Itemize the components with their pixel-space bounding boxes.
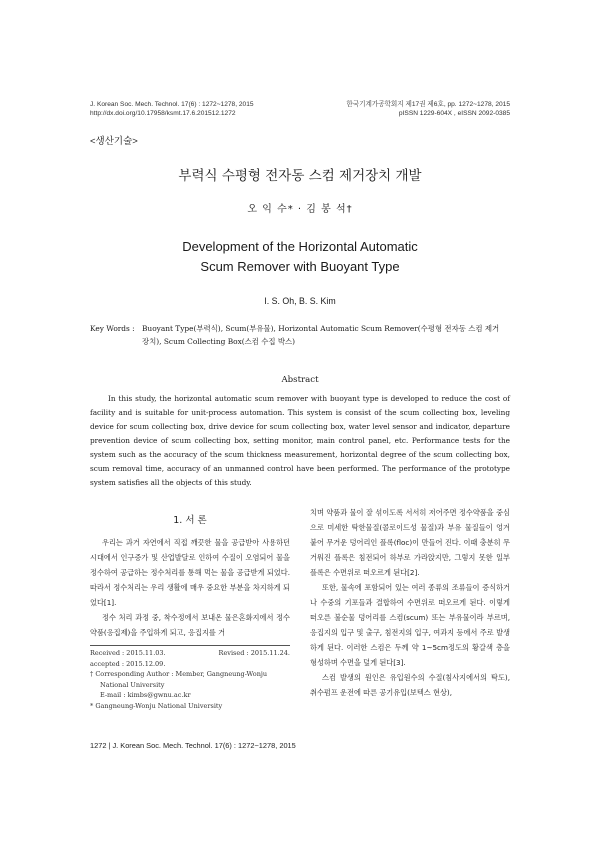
title-korean: 부력식 수평형 전자동 스컴 제거장치 개발 bbox=[178, 168, 422, 184]
section-heading-introduction: 1. 서 론 bbox=[173, 515, 207, 526]
issn-line: pISSN 1229-604X , eISSN 2092-0385 bbox=[398, 110, 510, 117]
title-english-line: Scum Remover with Buoyant Type bbox=[200, 259, 400, 274]
intro-right-column bbox=[310, 505, 510, 700]
abstract-heading: Abstract bbox=[281, 375, 319, 385]
article-category: <생산기술> bbox=[90, 136, 138, 147]
keywords-line: 장치), Scum Collecting Box(스컴 수집 박스) bbox=[142, 337, 296, 346]
keywords-line: Buoyant Type(부력식), Scum(부유물), Horizontal Automatic Scum Remover(수평형 전자동 스컴 제거 bbox=[142, 324, 500, 333]
received-date: Received : 2015.11.03. bbox=[90, 649, 166, 657]
keywords-label: Key Words : bbox=[90, 324, 135, 333]
co-author-affiliation: * Gangneung-Wonju National University bbox=[90, 701, 223, 710]
keywords bbox=[90, 322, 515, 348]
doi-link[interactable]: http://dx.doi.org/10.17958/ksmt.17.6.201512.1272 bbox=[90, 110, 236, 117]
corresponding-author-affil: National University bbox=[100, 680, 165, 689]
paragraph: 우리는 과거 자연에서 직접 깨끗한 물을 공급받아 사용하던 시대에서 인구증가 및 산업발달로 인하여 수질이 오염되어 물을 정수하여 공급하는 정수처리를 통해 먹는 물을 공급받게 되었다. 따라서 정수처리는 우리 생활에 매우 중요한 부분을 차지하게 되었다[1]. bbox=[90, 538, 290, 607]
authors-korean: 오 익 수* · 김 봉 석† bbox=[247, 204, 353, 215]
corresponding-author: † Corresponding Author : Member, Gangneung-Wonju bbox=[90, 670, 268, 678]
journal-citation bbox=[90, 100, 254, 118]
footnotes bbox=[90, 648, 290, 711]
journal-info-ko bbox=[346, 100, 510, 118]
title-english bbox=[0, 237, 600, 277]
author-email[interactable]: E-mail : kimbs@gwnu.ac.kr bbox=[100, 691, 191, 699]
paragraph: 치며 약품과 물이 잘 섞이도록 서서히 저어주면 정수약품을 중심으로 미세한 탁한물질(콜로이드성 물질)과 부유 물질들이 엉겨 붙어 무거운 덩어리인 플록(floc)이 만들어 진다. 이때 충분히 무거워진 플록은 침전되어 하부로 가라앉지만, 그렇지 못한 일부 플록은 수면위로 떠오르게 된다[2]. bbox=[310, 508, 510, 577]
intro-left-column bbox=[90, 535, 290, 640]
journal-info-ko-line: 한국기계가공학회지 제17권 제6호, pp. 1272~1278, 2015 bbox=[346, 101, 510, 108]
journal-citation-line: J. Korean Soc. Mech. Technol. 17(6) : 1272~1278, 2015 bbox=[90, 101, 254, 108]
page-footer: 1272 | J. Korean Soc. Mech. Technol. 17(6) : 1272~1278, 2015 bbox=[90, 741, 296, 750]
title-english-line: Development of the Horizontal Automatic bbox=[182, 239, 418, 254]
accepted-date: accepted : 2015.12.09. bbox=[90, 659, 166, 668]
footnote-divider bbox=[90, 645, 290, 646]
paragraph: 스컴 발생의 원인은 유입원수의 수질(침사지에서의 탁도), 취수펌프 운전에 따른 공기유입(보텍스 현상), bbox=[310, 673, 510, 697]
abstract-body: In this study, the horizontal automatic scum remover with buoyant type is developed to reduce the cost of facility and is suitable for unit-process automation. This system is consist of the scum collecting box, leveling device for scum collecting box, drive device for scum collecting box, water level sensor and indicator, departure prevention device of scum collecting box, setting monitor, main control panel, etc. Performance tests for the system such as the accuracy of the scum thickness measurement, horizontal degree of the scum collecting box, scum removal time, accuracy of an unmanned control have been performed. The performance of the prototype system satisfies all the objects of this study. bbox=[90, 394, 510, 487]
authors-english: I. S. Oh, B. S. Kim bbox=[264, 296, 336, 306]
paragraph: 또한, 물속에 포함되어 있는 여러 종류의 조류들이 증식하거나 수중의 기포들과 결합하여 수면위로 떠오르게 된다. 이렇게 떠오른 불순물 덩어리를 스컴(scum) 또는 부유물이라 부르며, 응집지의 입구 및 출구, 침전지의 입구, 여과지 등에서 주로 발생하게 된다. 이러한 스컴은 두께 약 1~5cm정도의 황갈색 층을 형성하며 수면을 덮게 된다[3]. bbox=[310, 583, 510, 667]
revised-date: Revised : 2015.11.24. bbox=[218, 649, 290, 657]
paragraph: 정수 처리 과정 중, 착수정에서 보내온 물은혼화지에서 정수약품(응집제)을 주입하게 되고, 응집지를 거 bbox=[90, 613, 290, 637]
